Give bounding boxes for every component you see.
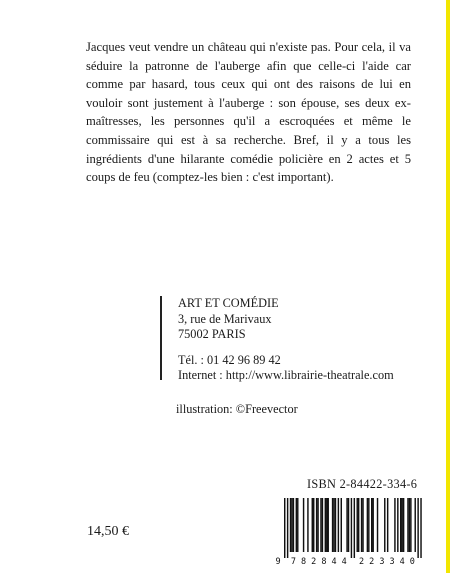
barcode-bar	[322, 498, 323, 552]
barcode-bar	[333, 498, 334, 552]
barcode-digit: 8	[301, 557, 307, 567]
barcode-bar	[325, 498, 326, 552]
barcode-bar	[297, 498, 298, 552]
barcode-bar	[287, 498, 288, 558]
barcode-bar	[361, 498, 362, 552]
isbn-number: ISBN 2-84422-334-6	[307, 477, 418, 491]
barcode-bar	[409, 498, 410, 552]
barcode-bar	[362, 498, 363, 552]
barcode-bar	[320, 498, 321, 552]
barcode-bar	[407, 498, 408, 552]
barcode-bar	[351, 498, 352, 558]
barcode-bar	[293, 498, 294, 552]
publisher-city: 75002 PARIS	[178, 327, 246, 342]
publisher-street: 3, rue de Marivaux	[178, 311, 272, 326]
barcode-digit: 4	[331, 557, 337, 567]
price-label: 14,50 €	[87, 524, 129, 539]
barcode-bar	[341, 498, 342, 552]
barcode-bar	[394, 498, 395, 552]
barcode-bar	[312, 498, 313, 552]
barcode-bar	[332, 498, 333, 552]
barcode-bar	[290, 498, 291, 552]
barcode-digit: 3	[389, 557, 395, 567]
barcode-bar	[397, 498, 398, 552]
barcode-bar	[401, 498, 402, 552]
barcode-digit: 2	[369, 557, 375, 567]
publisher-phone: Tél. : 01 42 96 89 42	[178, 352, 281, 367]
barcode-bar	[291, 498, 292, 552]
blurb-text: Jacques veut vendre un château qui n'existe pas. Pour cela, il va séduire la patronne de l'auberge afin que celle-ci l'aide car comme par hasard, tous ceux qui ont des raisons de lui en vouloir sont justement à l'auberge : son épouse, ses deux ex-maîtresses, les personnes qu'il a escroquées et même le commissaire qui est à sa recherche. Bref, il y a tous les ingrédients d'une hilarante comédie policière en 2 actes et 5 coups de feu (comptez-les bien : c'est important).	[86, 40, 411, 185]
barcode-bar	[316, 498, 317, 552]
barcode-bar	[328, 498, 329, 552]
barcode-bar	[368, 498, 369, 552]
barcode-bar	[354, 498, 355, 558]
barcode-bar	[367, 498, 368, 552]
barcode-bar	[348, 498, 349, 552]
barcode-digit: 4	[399, 557, 405, 567]
yellow-edge-stripe	[446, 0, 450, 573]
illustration-credit: illustration: ©Freevector	[176, 402, 298, 416]
barcode-digit: 2	[311, 557, 317, 567]
publisher-block	[160, 296, 400, 383]
barcode-bar	[403, 498, 404, 552]
barcode-bar	[377, 498, 378, 552]
barcode-digit: 3	[379, 557, 385, 567]
barcode-digit: 2	[359, 557, 365, 567]
barcode-digit: 9	[275, 557, 281, 567]
barcode-bar	[296, 498, 297, 552]
barcode-bar	[338, 498, 339, 552]
barcode-digit: 7	[290, 557, 296, 567]
barcode-bar	[358, 498, 359, 552]
barcode-bar	[303, 498, 304, 552]
barcode-bar	[335, 498, 336, 552]
barcode-bars	[284, 498, 422, 558]
publisher-website: Internet : http://www.librairie-theatrale.com	[178, 368, 394, 383]
barcode-bar	[326, 498, 327, 552]
barcode-bar	[420, 498, 421, 558]
barcode-bar	[415, 498, 416, 552]
barcode-bar	[346, 498, 347, 552]
barcode-bar	[410, 498, 411, 552]
barcode-bar	[313, 498, 314, 552]
barcode-bar	[384, 498, 385, 552]
barcode-bar	[417, 498, 418, 558]
barcode-bar	[400, 498, 401, 552]
barcode-digit: 8	[321, 557, 327, 567]
barcode-bar	[317, 498, 318, 552]
barcode-digits	[275, 557, 414, 567]
barcode-bar	[284, 498, 285, 558]
barcode-bar	[371, 498, 372, 552]
barcode-digit: 0	[409, 557, 415, 567]
publisher-name: ART ET COMÉDIE	[178, 296, 279, 310]
barcode-bar	[372, 498, 373, 552]
barcode-graphic	[272, 496, 432, 568]
barcode-digit: 4	[341, 557, 347, 567]
barcode	[272, 496, 432, 568]
barcode-bar	[307, 498, 308, 552]
barcode-bar	[357, 498, 358, 552]
barcode-bar	[387, 498, 388, 552]
